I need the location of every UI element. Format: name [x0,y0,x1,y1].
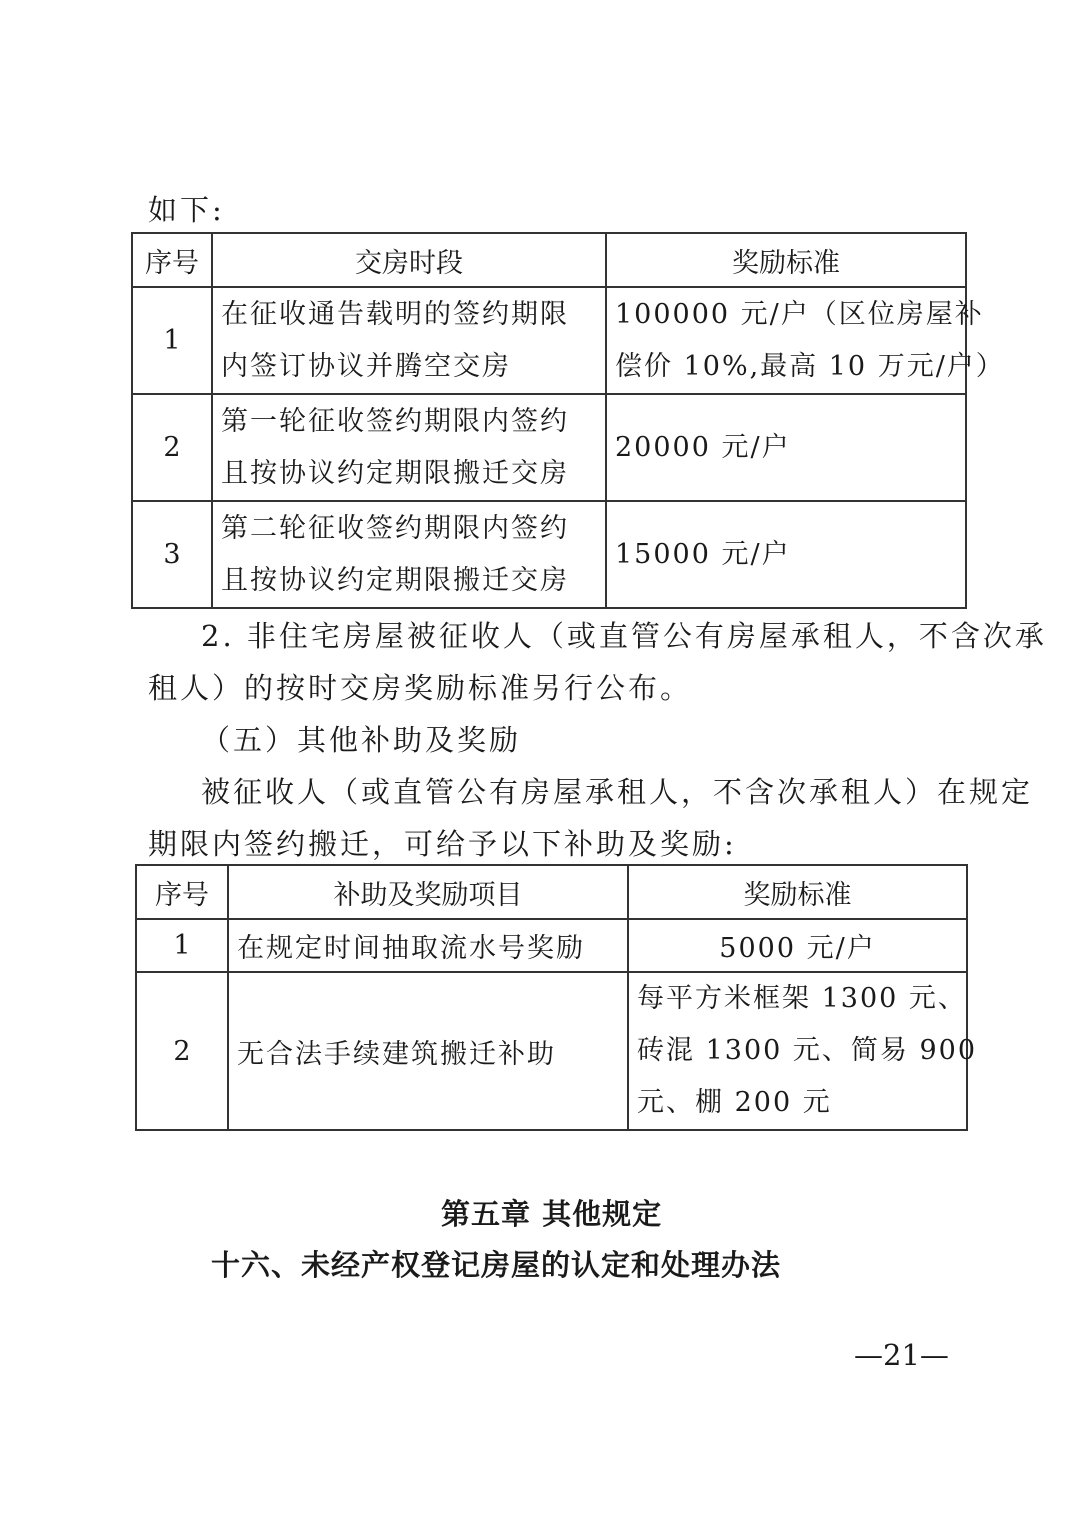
table2-header-no: 序号 [136,865,228,919]
table-row [132,287,966,394]
section-heading: 十六、未经产权登记房屋的认定和处理办法 [211,1248,782,1282]
item-cell: 在规定时间抽取流水号奖励 [228,919,628,972]
paragraph-line: 期限内签约搬迁，可给予以下补助及奖励: [148,827,737,861]
reward-table-1 [131,232,1005,609]
row-number: 2 [132,394,212,501]
subheading-other-subsidies: （五）其他补助及奖励 [201,723,522,757]
cell-line: 且按协议约定期限搬迁交房 [221,457,569,489]
table-row [136,972,967,1130]
cell-line: 每平方米框架 1300 元、 [637,983,967,1014]
page-number: —21— [854,1338,949,1372]
table1-header-period: 交房时段 [212,233,606,287]
standard-cell [628,972,977,1130]
cell-line: 100000 元/户（区位房屋补 [615,298,984,330]
cell-line: 元、棚 200 元 [637,1087,832,1118]
row-number: 1 [136,919,228,972]
cell-line: 在征收通告载明的签约期限 [221,298,569,330]
period-cell [212,394,606,501]
intro-text: 如下: [148,193,225,227]
row-number: 1 [132,287,212,394]
cell-line: 且按协议约定期限搬迁交房 [221,564,569,596]
table-row [136,919,967,972]
cell-line: 偿价 10%,最高 10 万元/户） [615,350,1005,382]
period-cell [212,287,606,394]
cell-line: 内签订协议并腾空交房 [221,350,511,382]
table1-header-standard: 奖励标准 [606,233,966,287]
standard-cell: 5000 元/户 [628,919,967,972]
cell-line: 15000 元/户 [615,538,791,570]
paragraph-line: 2. 非住宅房屋被征收人（或直管公有房屋承租人，不含次承 [201,619,1047,653]
standard-cell [606,394,966,501]
chapter-title: 第五章 其他规定 [441,1197,663,1231]
paragraph-line: 租人）的按时交房奖励标准另行公布。 [148,671,693,705]
cell-line: 第二轮征收签约期限内签约 [221,512,569,544]
standard-cell [606,287,1005,394]
cell-line: 砖混 1300 元、简易 900 [637,1035,977,1066]
period-cell [212,501,606,608]
reward-table-2 [135,864,977,1131]
table1-header-no: 序号 [132,233,212,287]
table-row [132,394,966,501]
row-number: 2 [136,972,228,1130]
standard-cell [606,501,966,608]
cell-line: 20000 元/户 [615,431,791,463]
table2-header-standard: 奖励标准 [628,865,967,919]
table-row [132,501,966,608]
table2-header-item: 补助及奖励项目 [228,865,628,919]
cell-line: 第一轮征收签约期限内签约 [221,405,569,437]
item-cell: 无合法手续建筑搬迁补助 [228,972,628,1130]
row-number: 3 [132,501,212,608]
paragraph-line: 被征收人（或直管公有房屋承租人，不含次承租人）在规定 [201,775,1034,809]
